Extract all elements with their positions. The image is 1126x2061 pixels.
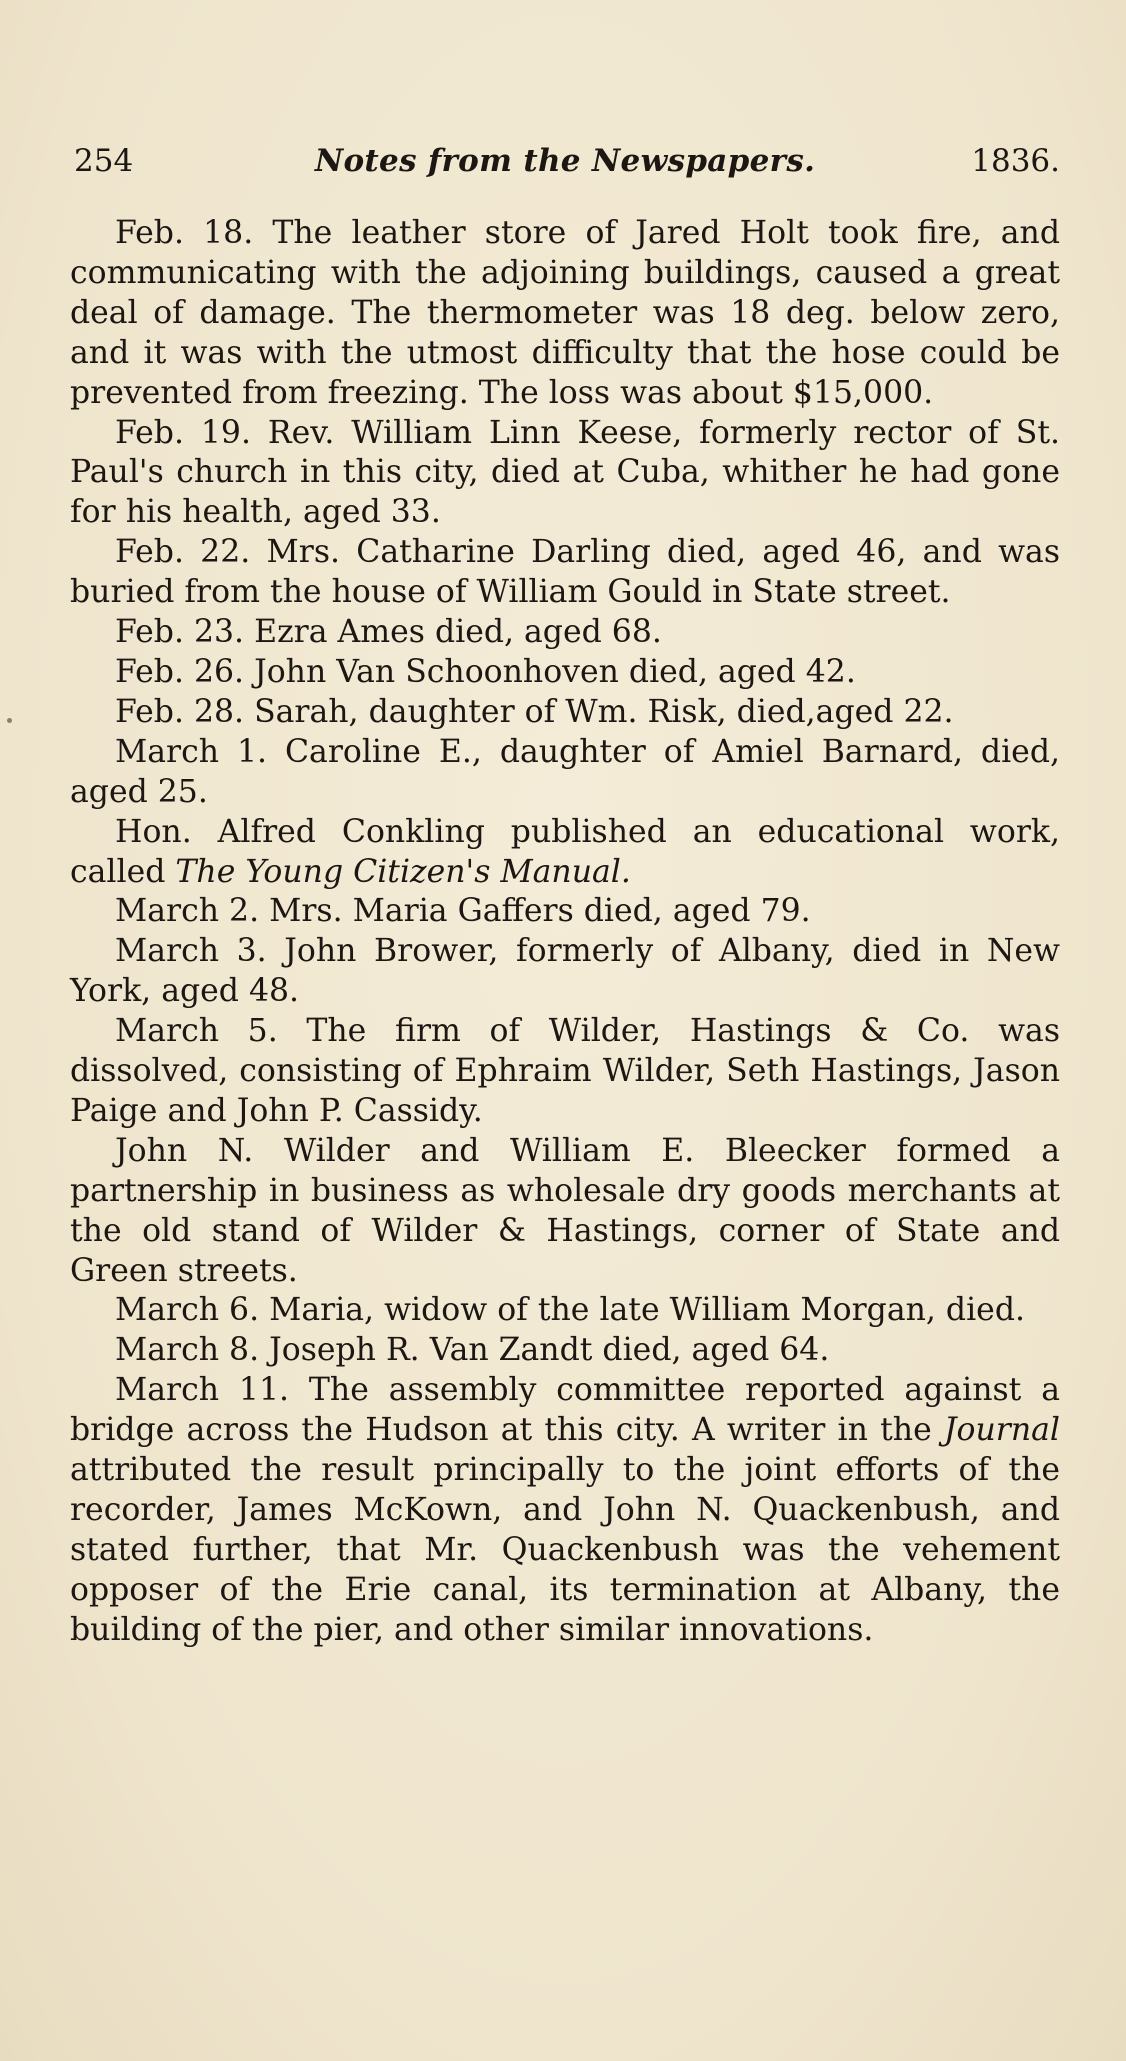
margin-speck [7, 718, 12, 723]
entry-march-11 [70, 1371, 1060, 1650]
header-year: 1836. [971, 143, 1060, 179]
entry-text: Hon. Alfred Conkling published an educational work, called [70, 813, 1060, 890]
page-number: 254 [74, 143, 134, 179]
running-title: Notes from the Newspapers. [314, 143, 816, 179]
entry-feb-22: Feb. 22. Mrs. Catharine Darling died, aged 46, and was buried from the house of William Gould in State street. [70, 534, 1060, 611]
entry-text: attributed the result principally to the joint efforts of the recorder, James McKown, and John N. Quackenbush, and stated further, that Mr. Quackenbush was the vehement opposer of the Erie canal, its termination at Albany, the building of the pier, and other similar innovations. [70, 1452, 1060, 1648]
page-body [70, 214, 1060, 1651]
entry-march-3: March 3. John Brower, formerly of Albany, died in New York, aged 48. [70, 933, 1060, 1010]
entry-march-6: March 6. Maria, widow of the late William Morgan, died. [115, 1292, 1025, 1329]
running-header [70, 136, 1060, 186]
book-title-italic: The Young Citizen's Manual. [175, 853, 631, 890]
entry-feb-18: Feb. 18. The leather store of Jared Holt took fire, and communicating with the adjoining buildings, caused a great deal of damage. The thermometer was 18 deg. below zero, and it was with the utmost difficulty that the hose could be prevented from freezing. The loss was about $15,000. [70, 215, 1060, 411]
entry-march-2: March 2. Mrs. Maria Gaffers died, aged 79. [115, 893, 811, 930]
entry-feb-23: Feb. 23. Ezra Ames died, aged 68. [115, 614, 662, 651]
entry-march-5: March 5. The firm of Wilder, Hastings & Co. was dissolved, consisting of Ephraim Wilder, Seth Hastings, Jason Paige and John P. Cassidy. [70, 1013, 1060, 1129]
journal-title-italic: Journal [943, 1412, 1060, 1449]
entry-march-1: March 1. Caroline E., daughter of Amiel Barnard, died, aged 25. [70, 733, 1060, 810]
entry-feb-28: Feb. 28. Sarah, daughter of Wm. Risk, died,aged 22. [115, 693, 954, 730]
entry-feb-26: Feb. 26. John Van Schoonhoven died, aged 42. [115, 653, 856, 690]
entry-march-8: March 8. Joseph R. Van Zandt died, aged 64. [115, 1332, 830, 1369]
entry-wilder-bleecker: John N. Wilder and William E. Bleecker formed a partnership in business as wholesale dry goods merchants at the old stand of Wilder & Hastings, corner of State and Green streets. [70, 1132, 1060, 1289]
entry-conkling-manual [70, 813, 1060, 893]
entry-text: March 11. The assembly committee reported against a bridge across the Hudson at this city. A writer in the [70, 1372, 1060, 1449]
entry-feb-19: Feb. 19. Rev. William Linn Keese, formerly rector of St. Paul's church in this city, died at Cuba, whither he had gone for his health, aged 33. [70, 414, 1060, 531]
